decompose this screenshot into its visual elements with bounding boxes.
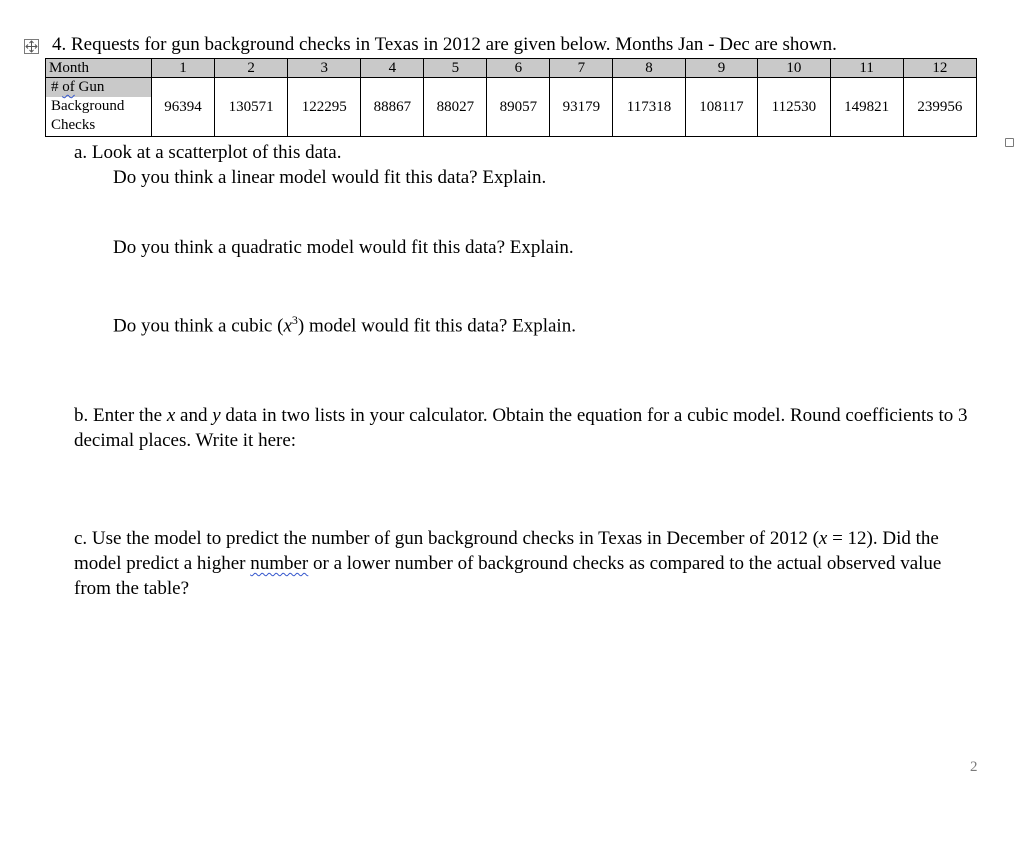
value-cell: 89057 xyxy=(487,78,550,137)
value-cell: 130571 xyxy=(215,78,288,137)
part-a-question-quadratic: Do you think a quadratic model would fit this data? Explain. xyxy=(113,237,574,258)
part-a-question-linear: Do you think a linear model would fit this data? Explain. xyxy=(113,167,547,188)
question-title: 4. Requests for gun background checks in Texas in 2012 are given below. Months Jan - Dec are shown. xyxy=(52,34,837,55)
month-cell: 3 xyxy=(288,59,361,78)
table-header-row xyxy=(46,59,977,78)
month-cell: 1 xyxy=(152,59,215,78)
value-cell: 117318 xyxy=(613,78,685,137)
part-a-intro: a. Look at a scatterplot of this data. xyxy=(74,142,342,163)
part-b-text: b. Enter the x and y data in two lists in your calculator. Obtain the equation for a cubic model. Round coefficients to 3 decimal places. Write it here: xyxy=(74,405,968,451)
table-value-row xyxy=(46,78,977,137)
month-cell: 4 xyxy=(361,59,424,78)
value-cell: 149821 xyxy=(830,78,903,137)
row-label-line-1: # of Gun xyxy=(51,79,105,95)
month-cell: 8 xyxy=(613,59,685,78)
header-label: Month xyxy=(46,59,152,78)
value-cell: 122295 xyxy=(288,78,361,137)
data-table xyxy=(45,58,977,137)
value-cell: 239956 xyxy=(903,78,976,137)
page-number: 2 xyxy=(970,759,978,775)
month-cell: 6 xyxy=(487,59,550,78)
value-cell: 108117 xyxy=(685,78,757,137)
value-cell: 88867 xyxy=(361,78,424,137)
value-cell: 93179 xyxy=(550,78,613,137)
month-cell: 7 xyxy=(550,59,613,78)
month-cell: 9 xyxy=(685,59,757,78)
part-a-question-cubic: Do you think a cubic $(x^3)$ model would fit this data? Explain. xyxy=(113,313,576,337)
table-resize-handle-icon[interactable] xyxy=(1005,138,1014,147)
table-move-handle-icon[interactable] xyxy=(24,39,39,54)
month-cell: 5 xyxy=(424,59,487,78)
row-label xyxy=(46,78,152,137)
part-c-text: c. Use the model to predict the number of gun background checks in Texas in December of 2012 (x = 12). Did the model predict a higher number or a lower number of background checks as compared to the actual observed value from the table? xyxy=(74,528,942,599)
value-cell: 96394 xyxy=(152,78,215,137)
month-cell: 2 xyxy=(215,59,288,78)
month-cell: 12 xyxy=(903,59,976,78)
value-cell: 88027 xyxy=(424,78,487,137)
month-cell: 10 xyxy=(758,59,830,78)
row-label-line-2: Background xyxy=(51,98,125,114)
value-cell: 112530 xyxy=(758,78,830,137)
month-cell: 11 xyxy=(830,59,903,78)
row-label-line-3: Checks xyxy=(51,117,96,133)
